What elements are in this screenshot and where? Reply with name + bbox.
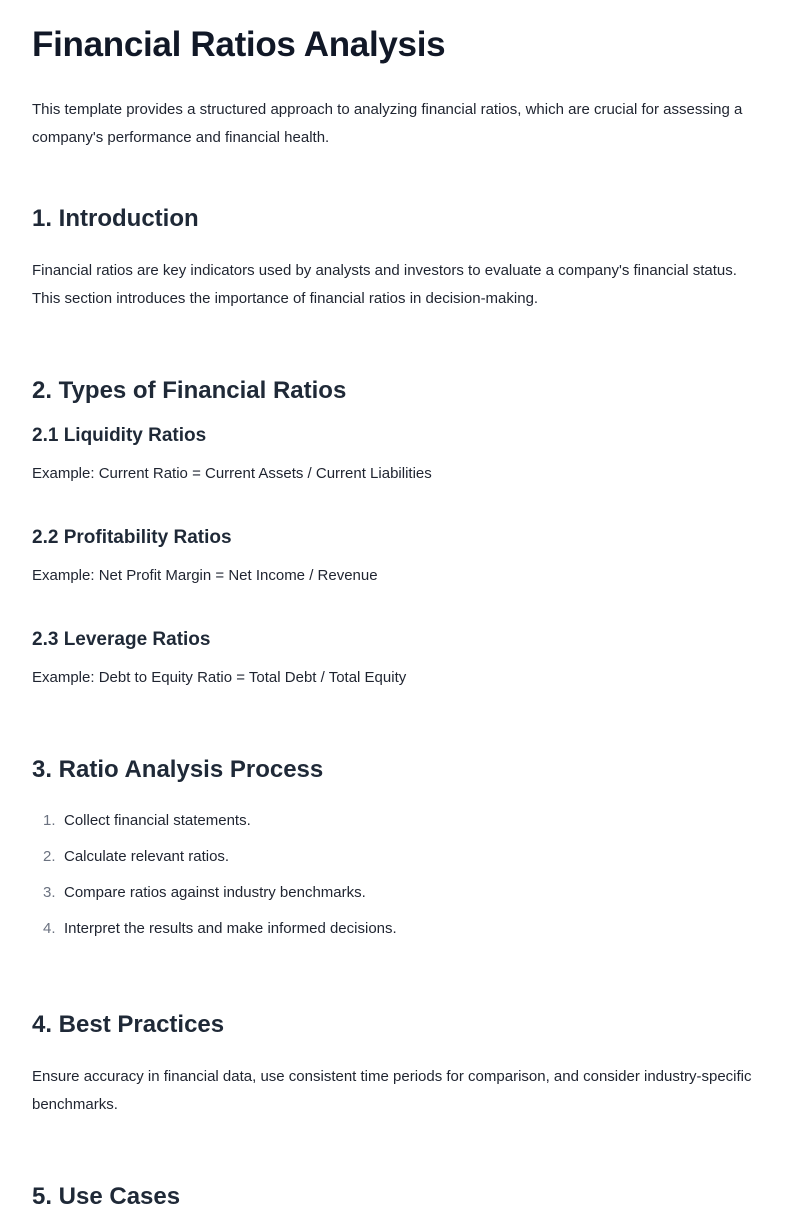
list-item (32, 911, 768, 947)
subsection-heading-leverage: 2.3 Leverage Ratios (32, 629, 211, 650)
section-use-cases (32, 1181, 768, 1213)
list-item (32, 803, 768, 839)
section-types-of-ratios (32, 375, 768, 692)
section-analysis-process (32, 754, 768, 947)
leverage-example: Example: Debt to Equity Ratio = Total Debt / Total Equity (32, 669, 407, 686)
section-heading-best-practices: 4. Best Practices (32, 1011, 225, 1038)
introduction-paragraph: Financial ratios are key indicators used by analysts and investors to evaluate a company's financial status. This section introduces the importance of financial ratios in decision-making. (32, 262, 737, 307)
list-item-number: 4. (43, 920, 56, 937)
process-steps-list (32, 803, 768, 947)
list-item-number: 2. (43, 848, 56, 865)
list-item-number: 3. (43, 884, 56, 901)
list-item-text: Collect financial statements. (64, 812, 251, 829)
profitability-example: Example: Net Profit Margin = Net Income / Revenue (32, 567, 378, 584)
section-best-practices (32, 1009, 768, 1119)
page-title: Financial Ratios Analysis (32, 25, 446, 64)
section-heading-process: 3. Ratio Analysis Process (32, 756, 324, 783)
list-item-number: 1. (43, 812, 56, 829)
section-heading-introduction: 1. Introduction (32, 205, 199, 232)
section-heading-types: 2. Types of Financial Ratios (32, 377, 347, 404)
section-introduction (32, 203, 768, 313)
list-item (32, 875, 768, 911)
list-item (32, 839, 768, 875)
liquidity-example: Example: Current Ratio = Current Assets / Current Liabilities (32, 465, 432, 482)
subsection-heading-profitability: 2.2 Profitability Ratios (32, 527, 232, 548)
subsection-heading-liquidity: 2.1 Liquidity Ratios (32, 425, 207, 446)
list-item-text: Compare ratios against industry benchmarks. (64, 884, 366, 901)
section-heading-use-cases: 5. Use Cases (32, 1183, 181, 1210)
list-item-text: Calculate relevant ratios. (64, 848, 230, 865)
intro-paragraph: This template provides a structured approach to analyzing financial ratios, which are crucial for assessing a company's performance and financial health. (32, 101, 743, 146)
list-item-text: Interpret the results and make informed decisions. (64, 920, 397, 937)
best-practices-paragraph: Ensure accuracy in financial data, use consistent time periods for comparison, and consider industry-specific benchmarks. (32, 1068, 752, 1113)
